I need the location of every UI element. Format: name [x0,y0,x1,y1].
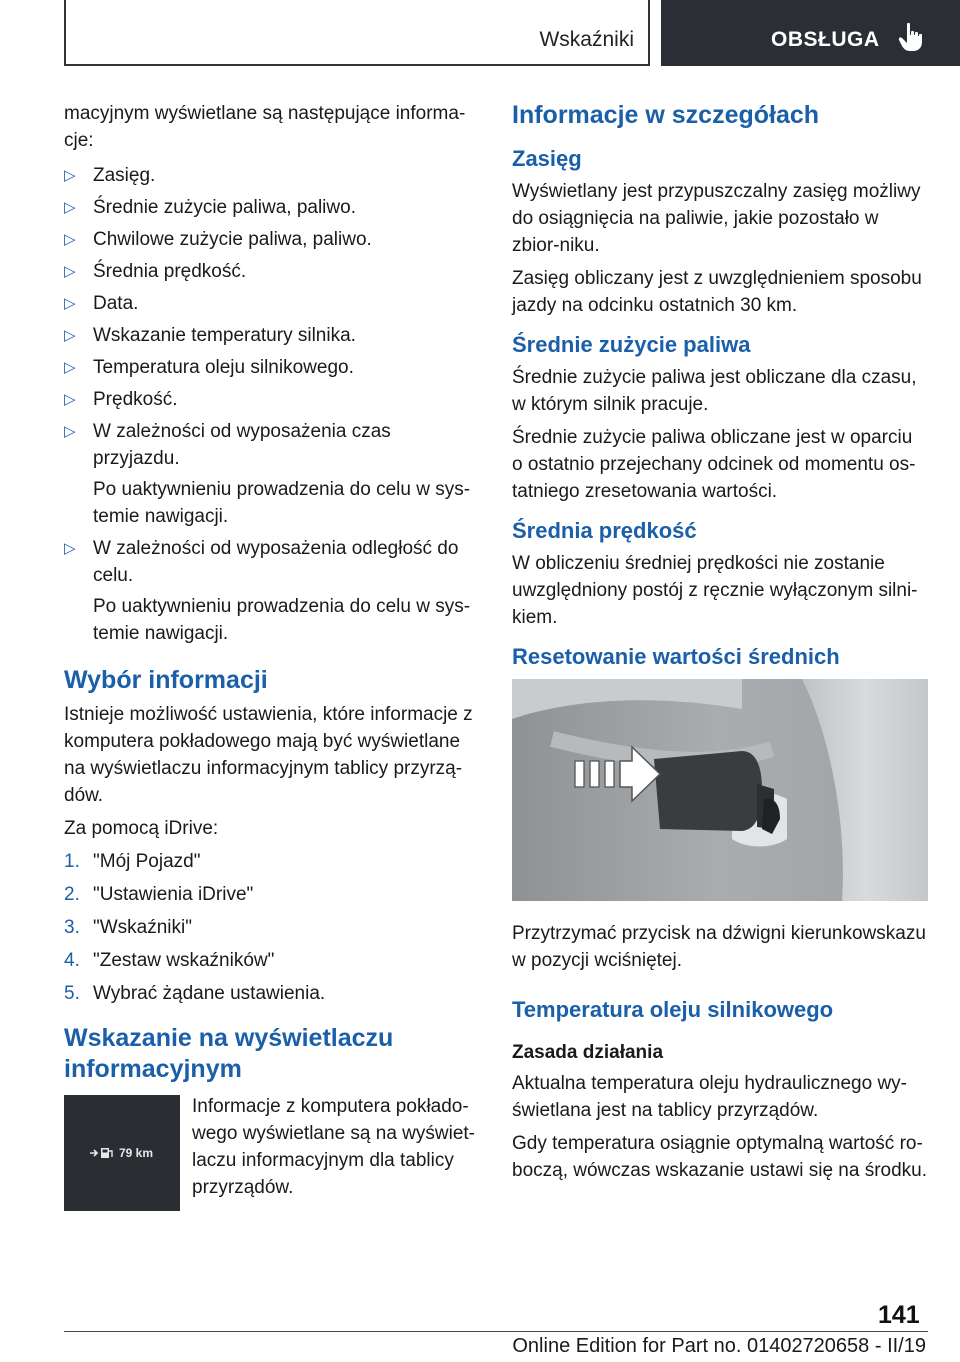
info-list [64,162,478,647]
triangle-bullet-icon: ▷ [64,423,76,440]
header-section-title: Wskaźniki [539,28,634,51]
right-column [512,100,928,1190]
list-item: ▷ W zależności od wyposażenia odległość do celu. Po uaktywnieniu prowadzenia do celu w sys-temie nawigacji. [64,535,478,647]
display-range-value: 79 km [119,1146,154,1160]
list-item: ▷ Średnie zużycie paliwa, paliwo. [64,194,478,221]
heading-zasieg: Zasięg [512,146,582,171]
step-item: 2. "Ustawienia iDrive" [64,884,254,905]
triangle-bullet-icon: ▷ [64,231,76,248]
header-section-box [64,0,650,66]
reset-text: Przytrzymać przycisk na dźwigni kierunkowskazu w pozycji wciśniętej. [512,923,926,971]
list-item: ▷ Temperatura oleju silnikowego. [64,354,478,381]
list-item: ▷ Wskazanie temperatury silnika. [64,322,478,349]
list-item: ▷ Średnia prędkość. [64,258,478,285]
hand-pointer-icon [898,22,924,52]
zasieg-text-2: Zasięg obliczany jest z uwzględnieniem sposobu jazdy na odcinku ostatnich 30 km. [512,268,922,316]
za-pomoca-text: Za pomocą iDrive: [64,818,219,839]
intro-text: macyjnym wyświetlane są następujące informa-cje: [64,103,466,151]
temp-text-2: Gdy temperatura osiągnie optymalną wartość ro-boczą, wówczas wskazanie ustawi się na środku. [512,1133,928,1181]
step-item: 1. "Mój Pojazd" [64,851,201,872]
triangle-bullet-icon: ▷ [64,167,76,184]
fuel-range-icon [89,1147,115,1159]
heading-zasada-dzialania: Zasada działania [512,1042,664,1063]
footer-divider [64,1331,928,1332]
heading-resetowanie: Resetowanie wartości średnich [512,644,840,669]
zuzycie-text-2: Średnie zużycie paliwa obliczane jest w oparciu o ostatnio przejechany odcinek od momentu os-tatniego zresetowania wartości. [512,427,916,502]
step-item: 3. "Wskaźniki" [64,917,192,938]
info-display-image [64,1095,180,1211]
turn-signal-lever-photo [512,679,928,906]
list-item: ▷ W zależności od wyposażenia czas przyjazdu. Po uaktywnieniu prowadzenia do celu w sys-temie nawigacji. [64,418,478,530]
page-number: 141 [878,1301,920,1329]
triangle-bullet-icon: ▷ [64,199,76,216]
steps-list [64,848,478,1007]
heading-srednie-zuzycie: Średnie zużycie paliwa [512,332,751,357]
header-chapter-label: OBSŁUGA [771,28,880,51]
triangle-bullet-icon: ▷ [64,263,76,280]
list-item: ▷ Data. [64,290,478,317]
heading-srednia-predkosc: Średnia prędkość [512,518,697,543]
wybor-text: Istnieje możliwość ustawienia, które informacje z komputera pokładowego mają być wyświetlane na wyświetlaczu informacyjnym tablicy przyrzą-dów. [64,704,473,806]
header-chapter-tab[interactable] [661,0,960,66]
triangle-bullet-icon: ▷ [64,391,76,408]
list-item: ▷ Chwilowe zużycie paliwa, paliwo. [64,226,478,253]
triangle-bullet-icon: ▷ [64,540,76,557]
temp-text-1: Aktualna temperatura oleju hydraulicznego wy-świetlana jest na tablicy przyrządów. [512,1073,907,1121]
list-item: ▷ Zasięg. [64,162,478,189]
list-item: ▷ Prędkość. [64,386,478,413]
display-figure [64,1095,478,1215]
display-description: Informacje z komputera pokłado-wego wyświetlane są na wyświet-laczu informacyjnym dla tablicy przyrządów. [192,1096,476,1198]
triangle-bullet-icon: ▷ [64,327,76,344]
step-item: 5. Wybrać żądane ustawienia. [64,983,326,1004]
heading-wskazanie: Wskazanie na wyświetlaczu informacyjnym [64,1024,394,1083]
list-item-note: Po uaktywnieniu prowadzenia do celu w sys-temie nawigacji. [93,596,471,644]
list-item-note: Po uaktywnieniu prowadzenia do celu w sys-temie nawigacji. [93,479,471,527]
left-column [64,100,478,1215]
zuzycie-text-1: Średnie zużycie paliwa jest obliczane dla czasu, w którym silnik pracuje. [512,367,917,415]
footer-edition: Online Edition for Part no. 01402720658 - II/19 [512,1335,926,1357]
triangle-bullet-icon: ▷ [64,359,76,376]
triangle-bullet-icon: ▷ [64,295,76,312]
heading-wybor-informacji: Wybór informacji [64,666,268,694]
zasieg-text-1: Wyświetlany jest przypuszczalny zasięg możliwy do osiągnięcia na paliwie, jakie pozostało w zbior-niku. [512,181,921,256]
heading-informacje-szczegoly: Informacje w szczegółach [512,101,820,129]
heading-temperatura-oleju: Temperatura oleju silnikowego [512,997,834,1022]
step-item: 4. "Zestaw wskaźników" [64,950,275,971]
predkosc-text: W obliczeniu średniej prędkości nie zostanie uwzględniony postój z ręcznie wyłączonym silni-kiem. [512,553,918,628]
